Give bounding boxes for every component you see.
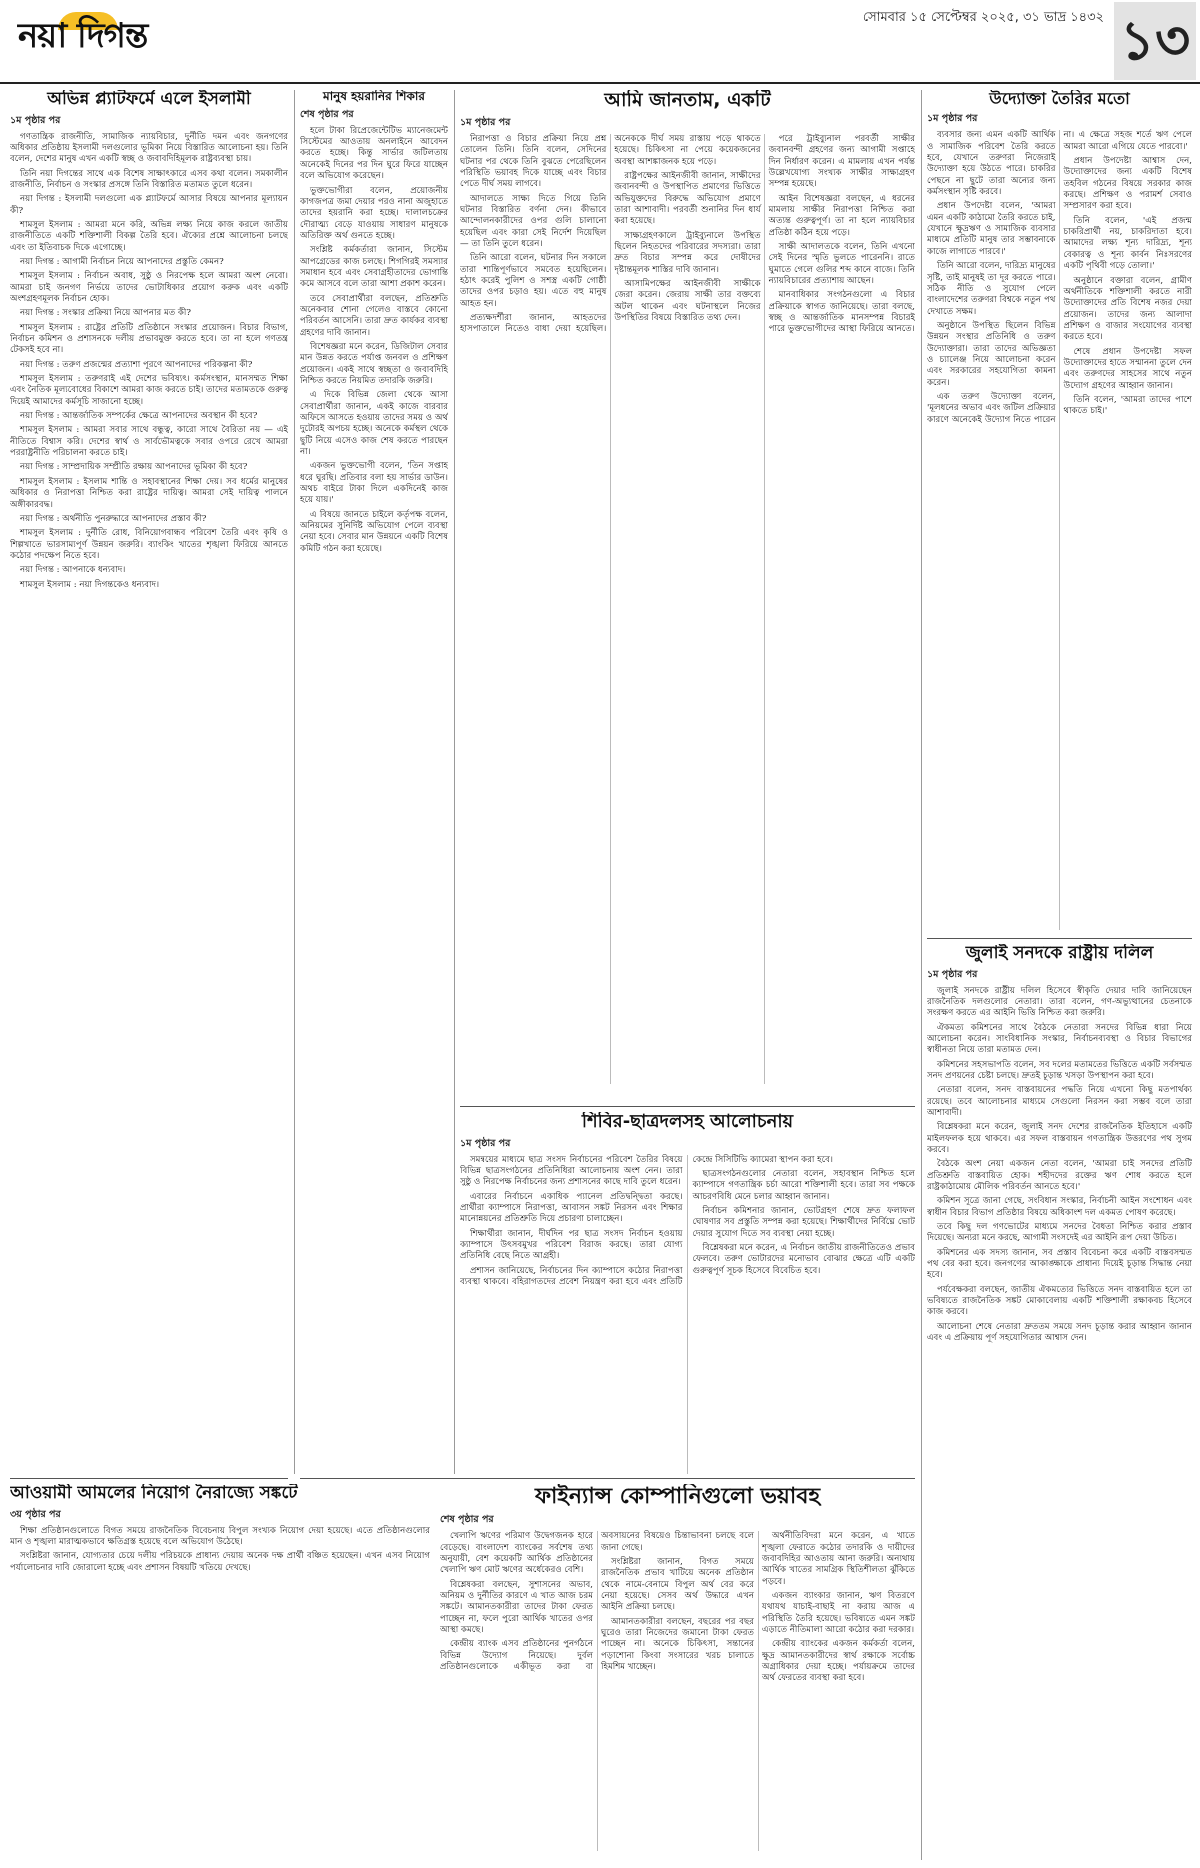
article-awami	[10, 1484, 430, 1860]
paragraph: নয়া দিগন্ত : আপনাকে ধন্যবাদ।	[20, 565, 126, 576]
paragraph: বিশ্লেষকরা বলছেন, সুশাসনের অভাব, অনিয়ম ও দুর্নীতির কারণে এ খাত আজ চরম সঙ্কটে। আমানতকারীরা তাদের টাকা ফেরত পাচ্ছেন না, ফলে পুরো আর্থিক খাতের ওপর আস্থা কমছে।	[440, 1579, 593, 1636]
article-body	[440, 1531, 915, 1851]
paragraph: খেলাপি ঋণের পরিমাণ উদ্বেগজনক হারে বেড়েছে। বাংলাদেশ ব্যাংকের সর্বশেষ তথ্য অনুযায়ী, বেশ কয়েকটি আর্থিক প্রতিষ্ঠানের খেলাপি ঋণ মোট ঋণের অর্ধেকেরও বেশি।	[440, 1531, 593, 1576]
article-headline[interactable]: উদ্যোক্তা তৈরির মতো	[989, 90, 1130, 108]
paragraph: শামসুল ইসলাম : আমরা মনে করি, অভিন্ন লক্ষ্য নিয়ে কাজ করলে জাতীয় রাজনীতিতে একটি শক্তিশালী বিকল্প তৈরি হবে। ঐক্যের প্রশ্নে আলোচনা চলছে এবং তা ইতিবাচক দিকে এগোচ্ছে।	[10, 219, 288, 253]
article-finance	[440, 1484, 915, 1860]
paragraph: কমিশনের সহসভাপতি বলেন, সব দলের মতামতের ভিত্তিতে একটি সর্বসম্মত সনদ প্রণয়নের চেষ্টা চলছে। দ্রুতই চূড়ান্ত খসড়া উপস্থাপন করা হবে।	[927, 1059, 1192, 1081]
paragraph: বিশ্লেষকরা মনে করেন, এ নির্বাচন জাতীয় রাজনীতিতেও প্রভাব ফেলবে। তরুণ ভোটারদের মনোভাব বোঝার ক্ষেত্রে এটি একটি গুরুত্বপূর্ণ সূচক হিসেবে বিবেচিত হবে।	[692, 1243, 915, 1276]
paragraph: নয়া দিগন্ত : আগামী নির্বাচন নিয়ে আপনাদের প্রস্তুতি কেমন?	[20, 256, 224, 267]
masthead	[0, 0, 1200, 84]
paragraph: বিশেষজ্ঞরা মনে করেন, ডিজিটাল সেবার মান উন্নত করতে পর্যাপ্ত জনবল ও প্রশিক্ষণ প্রয়োজন। একই সাথে স্বচ্ছতা ও জবাবদিহি নিশ্চিত করতে নিয়মিত তদারকি জরুরি।	[300, 341, 448, 387]
section-divider	[300, 1478, 915, 1479]
continued-note: ১ম পৃষ্ঠার পর	[10, 114, 61, 126]
paragraph: সাক্ষী আদালতকে বলেন, তিনি এখনো সেই দিনের স্মৃতি ভুলতে পারেননি। রাতে ঘুমাতে গেলে গুলির শব্দ কানে বাজে। তিনি ন্যায়বিচারের প্রত্যাশায় আছেন।	[768, 241, 915, 286]
paragraph: তিনি বলেন, 'আমরা তাদের পাশে থাকতে চাই।'	[1063, 394, 1192, 417]
article-headline[interactable]: জুলাই সনদকে রাষ্ট্রীয় দলিল	[965, 944, 1154, 963]
paragraph: কেন্দ্রীয় ব্যাংক এসব প্রতিষ্ঠানের পুনর্গঠনে বিভিন্ন উদ্যোগ নিয়েছে। দুর্বল প্রতিষ্ঠানগুলোকে একীভূত করা বা অবসায়নের বিষয়েও চিন্তাভাবনা চলছে বলে জানা গেছে।	[440, 1531, 754, 1673]
section-divider	[10, 1478, 288, 1479]
paragraph: জুলাই সনদকে রাষ্ট্রীয় দলিল হিসেবে স্বীকৃতি দেয়ার দাবি জানিয়েছেন রাজনৈতিক দলগুলোর নেতারা। তারা বলেন, গণ-অভ্যুত্থানের চেতনাকে সংরক্ষণ করতে এর আইনি ভিত্তি নিশ্চিত করা জরুরি।	[927, 985, 1192, 1019]
paragraph: তবে সেবাপ্রার্থীরা বলছেন, প্রতিশ্রুতি অনেকবার শোনা গেলেও বাস্তবে কোনো পরিবর্তন আসেনি। তারা দ্রুত কার্যকর ব্যবস্থা গ্রহণের দাবি জানান।	[300, 293, 448, 338]
article-headline[interactable]: আমি জানতাম, একটি	[604, 90, 771, 111]
article-headline[interactable]: ফাইন্যান্স কোম্পানিগুলো ভয়াবহ	[534, 1484, 821, 1509]
paragraph: এ বিষয়ে জানতে চাইলে কর্তৃপক্ষ বলেন, অনিয়মের সুনির্দিষ্ট অভিযোগ পেলে ব্যবস্থা নেয়া হবে। সেবার মান উন্নয়নে একটি বিশেষ কমিটি গঠন করা হয়েছে।	[300, 509, 448, 554]
paragraph: প্রধান উপদেষ্টা আশ্বাস দেন, উদ্যোক্তাদের জন্য একটি বিশেষ তহবিল গঠনের বিষয়ে সরকার কাজ করছে। প্রশিক্ষণ ও পরামর্শ সেবাও সম্প্রসারণ করা হবে।	[1063, 156, 1192, 212]
article-body	[300, 126, 448, 555]
paragraph: পর্যবেক্ষকরা বলছেন, জাতীয় ঐকমত্যের ভিত্তিতে সনদ বাস্তবায়িত হলে তা ভবিষ্যতে রাজনৈতিক সঙ্কট মোকাবেলায় একটি শক্তিশালী রক্ষাকবচ হিসেবে কাজ করবে।	[927, 1284, 1192, 1318]
paragraph: তিনি আরো বলেন, দারিদ্র্য মানুষের সৃষ্টি, তাই মানুষই তা দূর করতে পারে। সঠিক নীতি ও সুযোগ পেলে বাংলাদেশের তরুণরা বিশ্বকে নতুন পথ দেখাতে সক্ষম।	[927, 261, 1056, 317]
paragraph: একজন ভুক্তভোগী বলেন, 'তিন সপ্তাহ ধরে ঘুরছি। প্রতিবার বলা হয় সার্ভার ডাউন। অথচ বাইরে টাকা দিলে একদিনেই কাজ হয়ে যায়।'	[300, 461, 448, 506]
paragraph: আমানতকারীরা বলছেন, বছরের পর বছর ঘুরেও তারা নিজেদের জমানো টাকা ফেরত পাচ্ছেন না। অনেকে চিকিৎসা, সন্তানের পড়াশোনা কিংবা সংসারের খরচ চালাতে হিমশিম খাচ্ছেন।	[601, 1616, 754, 1673]
paragraph: সংশ্লিষ্টরা জানান, যোগ্যতার চেয়ে দলীয় পরিচয়কে প্রাধান্য দেয়ায় অনেক দক্ষ প্রার্থী বঞ্চিত হয়েছেন। এখন এসব নিয়োগ পর্যালোচনার দাবি জোরালো হচ্ছে এবং প্রশাসন বিষয়টি খতিয়ে দেখছে।	[10, 1551, 430, 1573]
column-rule	[454, 90, 455, 1474]
paragraph: শেষে প্রধান উপদেষ্টা সফল উদ্যোক্তাদের হাতে সম্মাননা তুলে দেন এবং তরুণদের সাহসের সাথে নতুন উদ্যোগ গ্রহণের আহ্বান জানান।	[1063, 346, 1192, 391]
paragraph: এবারের নির্বাচনে একাধিক প্যানেল প্রতিদ্বন্দ্বিতা করছে। প্রার্থীরা ক্যাম্পাসে নিরাপত্তা, আবাসন সঙ্কট নিরসন এবং শিক্ষার মানোন্নয়নের প্রতিশ্রুতি দিয়ে প্রচারণা চালাচ্ছেন।	[460, 1191, 683, 1225]
article-body	[927, 986, 1192, 1345]
paragraph: ভুক্তভোগীরা বলেন, প্রয়োজনীয় কাগজপত্র জমা দেয়ার পরও নানা অজুহাতে তাদের হয়রানি করা হচ্ছে। দালালচক্রের দৌরাত্ম্য বেড়ে যাওয়ায় সাধারণ মানুষকে অতিরিক্ত অর্থ গুনতে হচ্ছে।	[300, 185, 448, 241]
section-divider	[460, 1106, 915, 1107]
paragraph: হলে টাকা রিপ্রেজেন্টেটিভ ম্যানেজমেন্ট সিস্টেমের আওতায় অনলাইনে আবেদন করতে হচ্ছে। কিন্তু সার্ভার জটিলতায় অনেকেই দিনের পর দিন ঘুরে ফিরে যাচ্ছেন বলে অভিযোগ করেছেন।	[300, 125, 448, 182]
article-shibir	[460, 1112, 915, 1474]
paragraph: তিনি নয়া দিগন্তের সাথে এক বিশেষ সাক্ষাৎকারে এসব কথা বলেন। সমকালীন রাজনীতি, নির্বাচন ও সংস্কার প্রসঙ্গে তিনি বিস্তারিত মতামত তুলে ধরেন।	[10, 168, 288, 190]
paragraph: আদালতে সাক্ষ্য দিতে গিয়ে তিনি ঘটনার বিস্তারিত বর্ণনা দেন। কীভাবে আন্দোলনকারীদের ওপর গুলি চালানো হয়েছিল এবং কারা সেই নির্দেশ দিয়েছিল — তা তিনি তুলে ধরেন।	[460, 193, 607, 249]
paragraph: নয়া দিগন্ত : সাম্প্রদায়িক সম্প্রীতি রক্ষায় আপনাদের ভূমিকা কী হবে?	[20, 462, 248, 473]
paragraph: অনুষ্ঠানে বক্তারা বলেন, গ্রামীণ অর্থনীতিকে শক্তিশালী করতে নারী উদ্যোক্তাদের প্রতি বিশেষ নজর দেয়া প্রয়োজন। তাদের জন্য আলাদা প্রশিক্ষণ ও বাজার সংযোগের ব্যবস্থা করতে হবে।	[1063, 275, 1192, 343]
continued-note: ১ম পৃষ্ঠার পর	[927, 968, 978, 980]
article-headline[interactable]: শিবির-ছাত্রদলসহ আলোচনায়	[581, 1112, 794, 1132]
paragraph: শামসুল ইসলাম : তরুণরাই এই দেশের ভবিষ্যৎ। কর্মসংস্থান, মানসম্মত শিক্ষা এবং নৈতিক মূল্যবোধের বিকাশে আমরা কাজ করতে চাই। তাদের মতামতকে গুরুত্ব দিয়েই আমাদের কর্মসূচি সাজানো হচ্ছে।	[10, 374, 288, 407]
paragraph: সমন্বয়ের মাধ্যমে ছাত্র সংসদ নির্বাচনের পরিবেশ তৈরির বিষয়ে বিভিন্ন ছাত্রসংগঠনের প্রতিনিধিরা আলোচনায় অংশ নেন। তারা সুষ্ঠু ও নিরপেক্ষ নির্বাচনের জন্য প্রশাসনের কাছে দাবি তুলে ধরেন।	[460, 1154, 683, 1188]
article-manush	[300, 90, 448, 1474]
continued-note: ১ম পৃষ্ঠার পর	[927, 113, 978, 125]
paragraph: রাষ্ট্রপক্ষের আইনজীবী জানান, সাক্ষীদের জবানবন্দী ও উপস্থাপিত প্রমাণের ভিত্তিতে অভিযুক্তদের বিরুদ্ধে অভিযোগ প্রমাণে তারা আশাবাদী। পরবর্তী শুনানির দিন ধার্য করা হয়েছে।	[614, 170, 761, 227]
paragraph: নয়া দিগন্ত : সংস্কার প্রক্রিয়া নিয়ে আপনার মত কী?	[20, 308, 191, 319]
paragraph: তিনি আরো বলেন, ঘটনার দিন সকালে তারা শান্তিপূর্ণভাবে সমবেত হয়েছিলেন। হঠাৎ করেই পুলিশ ও সশস্ত্র একটি গোষ্ঠী তাদের ওপর চড়াও হয়। এতে বহু মানুষ আহত হন।	[460, 253, 607, 309]
column-rule	[921, 90, 922, 1860]
paragraph: প্রশাসন জানিয়েছে, নির্বাচনের দিন ক্যাম্পাসে কঠোর নিরাপত্তা ব্যবস্থা থাকবে। বহিরাগতদের প্রবেশ নিয়ন্ত্রণ করা হবে এবং প্রতিটি কেন্দ্রে সিসিটিভি ক্যামেরা স্থাপন করা হবে।	[460, 1154, 833, 1288]
paragraph: সাক্ষ্যগ্রহণকালে ট্রাইব্যুনালে উপস্থিত ছিলেন নিহতদের পরিবারের সদস্যরা। তারা দ্রুত বিচার সম্পন্ন করে দোষীদের দৃষ্টান্তমূলক শাস্তির দাবি জানান।	[614, 230, 761, 275]
paragraph: নিরাপত্তা ও বিচার প্রক্রিয়া নিয়ে প্রশ্ন তোলেন তিনি। তিনি বলেন, সেদিনের ঘটনার পর থেকে তিনি বুঝতে পেরেছিলেন পরিস্থিতি ভয়াবহ দিকে যাচ্ছে এবং বিচার পেতে দীর্ঘ সময় লাগবে।	[460, 133, 607, 190]
article-islami	[10, 90, 288, 1470]
paragraph: পরে ট্রাইব্যুনাল পরবর্তী সাক্ষীর জবানবন্দী গ্রহণের জন্য আগামী সপ্তাহে দিন নির্ধারণ করেন। এ মামলায় এখন পর্যন্ত উল্লেখযোগ্য সংখ্যক সাক্ষীর সাক্ষ্যগ্রহণ সম্পন্ন হয়েছে।	[768, 133, 915, 190]
paragraph: কমিশনের এক সদস্য জানান, সব প্রস্তাব বিবেচনা করে একটি বাস্তবসম্মত পথ বের করা হবে। জনগণের আকাঙ্ক্ষাকে প্রাধান্য দিয়েই চূড়ান্ত সিদ্ধান্ত নেয়া হবে।	[927, 1247, 1192, 1281]
paragraph: নেতারা বলেন, সনদ বাস্তবায়নের পদ্ধতি নিয়ে এখনো কিছু মতপার্থক্য রয়েছে। তবে আলোচনার মাধ্যমে সেগুলো নিরসন করা সম্ভব বলে তারা আশাবাদী।	[927, 1085, 1192, 1118]
paragraph: নির্বাচন কমিশনার জানান, ভোটগ্রহণ শেষে দ্রুত ফলাফল ঘোষণার সব প্রস্তুতি সম্পন্ন করা হয়েছে। শিক্ষার্থীদের নির্বিঘ্নে ভোট দেয়ার সুযোগ দিতে সব ব্যবস্থা নেয়া হচ্ছে।	[692, 1206, 915, 1239]
dateline: সোমবার ১৫ সেপ্টেম্বর ২০২৫, ৩১ ভাদ্র ১৪৩২	[862, 10, 1104, 25]
paragraph: নয়া দিগন্ত : অর্থনীতি পুনরুদ্ধারে আপনাদের প্রস্তাব কী?	[20, 513, 207, 524]
article-body	[10, 132, 288, 591]
paragraph: শামসুল ইসলাম : নয়া দিগন্তকেও ধন্যবাদ।	[20, 579, 160, 590]
article-july	[927, 944, 1192, 1860]
paragraph: বিশ্লেষকরা মনে করেন, জুলাই সনদ দেশের রাজনৈতিক ইতিহাসে একটি মাইলফলক হয়ে থাকবে। এর সফল বাস্তবায়ন গণতান্ত্রিক উত্তরণের পথ সুগম করবে।	[927, 1122, 1192, 1156]
paragraph: শামসুল ইসলাম : ইসলাম শান্তি ও সহাবস্থানের শিক্ষা দেয়। সব ধর্মের মানুষের অধিকার ও নিরাপত্তা নিশ্চিত করা রাষ্ট্রের দায়িত্ব। আমরা সেই দায়িত্ব পালনে অঙ্গীকারবদ্ধ।	[10, 476, 288, 510]
article-headline[interactable]: মানুষ হয়রানির শিকার	[323, 90, 425, 103]
article-body	[460, 134, 915, 1084]
paragraph: ছাত্রসংগঠনগুলোর নেতারা বলেন, সহাবস্থান নিশ্চিত হলে ক্যাম্পাসে গণতান্ত্রিক চর্চা আরো শক্তিশালী হবে। তারা সব পক্ষকে আচরণবিধি মেনে চলার আহ্বান জানান।	[692, 1169, 915, 1202]
continued-note: ১ম পৃষ্ঠার পর	[460, 116, 511, 128]
article-body	[460, 1155, 915, 1474]
article-headline[interactable]: অভিন্ন প্ল্যাটফর্মে এলে ইসলামী	[47, 90, 251, 109]
paragraph: প্রধান উপদেষ্টা বলেন, 'আমরা এমন একটি কাঠামো তৈরি করতে চাই, যেখানে ক্ষুদ্রঋণ ও সামাজিক ব্যবসার মাধ্যমে প্রতিটি মানুষ তার সম্ভাবনাকে কাজে লাগাতে পারবে।'	[927, 201, 1056, 257]
newspaper-logo[interactable]: নয়া দিগন্ত	[18, 10, 147, 67]
paragraph: শামসুল ইসলাম : দুর্নীতি রোধ, বিনিয়োগবান্ধব পরিবেশ তৈরি এবং কৃষি ও শিল্পখাতে ভারসাম্যপূর্ণ উন্নয়ন জরুরি। ব্যাংকিং খাতের শৃঙ্খলা ফিরিয়ে আনতে কঠোর পদক্ষেপ নিতে হবে।	[10, 528, 288, 561]
paragraph: শামসুল ইসলাম : রাষ্ট্রের প্রতিটি প্রতিষ্ঠানে সংস্কার প্রয়োজন। বিচার বিভাগ, নির্বাচন কমিশন ও প্রশাসনকে দলীয় প্রভাবমুক্ত করতে হবে। তা না হলে গণতন্ত্র টেকসই হবে না।	[10, 322, 288, 356]
section-divider	[927, 938, 1192, 939]
paragraph: শামসুল ইসলাম : আমরা সবার সাথে বন্ধুত্ব, কারো সাথে বৈরিতা নয় — এই নীতিতে বিশ্বাস করি। দেশের স্বার্থ ও সার্বভৌমত্বকে সবার ওপরে রেখে আমরা পররাষ্ট্রনীতি পরিচালনা করতে চাই।	[10, 425, 288, 459]
continued-note: ৩য় পৃষ্ঠার পর	[10, 1508, 61, 1520]
paragraph: এক তরুণ উদ্যোক্তা বলেন, 'মূলধনের অভাব এবং জটিল প্রক্রিয়ার কারণে অনেকেই উদ্যোগ নিতে পারেন না। এ ক্ষেত্রে সহজ শর্তে ঋণ পেলে আমরা আরো এগিয়ে যেতে পারবো।'	[927, 130, 1192, 425]
column-rule	[294, 90, 295, 1474]
paragraph: আলোচনা শেষে নেতারা দ্রুততম সময়ে সনদ চূড়ান্ত করার আহ্বান জানান এবং এ প্রক্রিয়ায় পূর্ণ সহযোগিতার আশ্বাস দেন।	[927, 1321, 1192, 1344]
paragraph: অর্থনীতিবিদরা মনে করেন, এ খাতে শৃঙ্খলা ফেরাতে কঠোর তদারকি ও দায়ীদের জবাবদিহির আওতায় আনা জরুরি। অন্যথায় আর্থিক খাতের সামগ্রিক স্থিতিশীলতা ঝুঁকিতে পড়বে।	[762, 1531, 915, 1587]
paragraph: সংশ্লিষ্টরা জানান, বিগত সময়ে রাজনৈতিক প্রভাব খাটিয়ে অনেক প্রতিষ্ঠান থেকে নামে-বেনামে বিপুল অর্থ বের করে নেয়া হয়েছে। সেসব অর্থ উদ্ধারে এখন আইনি প্রক্রিয়া চলছে।	[601, 1556, 754, 1613]
article-body	[10, 1526, 430, 1574]
paragraph: বৈঠকে অংশ নেয়া একজন নেতা বলেন, 'আমরা চাই সনদের প্রতিটি প্রতিশ্রুতি বাস্তবায়িত হোক। শহীদদের রক্তের ঋণ শোধ করতে হলে রাষ্ট্রকাঠামোয় মৌলিক পরিবর্তন আনতে হবে।'	[927, 1159, 1192, 1193]
paragraph: ঐকমত্য কমিশনের সাথে বৈঠকে নেতারা সনদের বিভিন্ন ধারা নিয়ে আলোচনা করেন। সাংবিধানিক সংস্কার, নির্বাচনব্যবস্থা ও বিচার বিভাগের স্বাধীনতা নিয়ে তারা মতামত দেন।	[927, 1022, 1192, 1056]
paragraph: মানবাধিকার সংগঠনগুলো এ বিচার প্রক্রিয়াকে স্বাগত জানিয়েছে। তারা বলছে, স্বচ্ছ ও আন্তর্জাতিক মানসম্পন্ন বিচারই পারে ভুক্তভোগীদের আস্থা ফিরিয়ে আনতে।	[768, 290, 915, 335]
article-uddokta	[927, 90, 1192, 930]
paragraph: কেন্দ্রীয় ব্যাংকের একজন কর্মকর্তা বলেন, ক্ষুদ্র আমানতকারীদের স্বার্থ রক্ষাকে সর্বোচ্চ অগ্রাধিকার দেয়া হচ্ছে। পর্যায়ক্রমে তাদের অর্থ ফেরতের ব্যবস্থা করা হবে।	[762, 1639, 915, 1684]
paragraph: তবে কিছু দল গণভোটের মাধ্যমে সনদের বৈধতা নিশ্চিত করার প্রস্তাব দিয়েছে। অন্যরা মনে করছে, আগামী সংসদেই এর আইনি রূপ দেয়া উচিত।	[927, 1222, 1192, 1244]
paragraph: নয়া দিগন্ত : আন্তর্জাতিক সম্পর্কের ক্ষেত্রে আপনাদের অবস্থান কী হবে?	[20, 411, 258, 422]
paragraph: নয়া দিগন্ত : ইসলামী দলগুলো এক প্ল্যাটফর্মে আসার বিষয়ে আপনার মূল্যায়ন কী?	[10, 194, 288, 216]
paragraph: গণতান্ত্রিক রাজনীতি, সামাজিক ন্যায়বিচার, দুর্নীতি দমন এবং জনগণের অধিকার প্রতিষ্ঠায় ইসলামী দলগুলোর ভূমিকা নিয়ে বিস্তারিত আলোচনা হয়। তিনি বলেন, দেশের মানুষ এখন একটি স্বচ্ছ ও জবাবদিহিমূলক রাষ্ট্রব্যবস্থা চায়।	[10, 131, 288, 165]
paragraph: সংশ্লিষ্ট কর্মকর্তারা জানান, সিস্টেম আপগ্রেডের কাজ চলছে। শিগগিরই সমস্যার সমাধান হবে এবং সেবাগ্রহীতাদের ভোগান্তি কমে আসবে বলে তারা আশা প্রকাশ করেন।	[300, 245, 448, 290]
article-body	[927, 130, 1192, 930]
paragraph: শিক্ষা প্রতিষ্ঠানগুলোতে বিগত সময়ে রাজনৈতিক বিবেচনায় বিপুল সংখ্যক নিয়োগ দেয়া হয়েছে। এতে প্রতিষ্ঠানগুলোর মান ও শৃঙ্খলা মারাত্মকভাবে ক্ষতিগ্রস্ত হয়েছে বলে অভিযোগ উঠেছে।	[10, 1525, 430, 1547]
paragraph: এ দিকে বিভিন্ন জেলা থেকে আসা সেবাপ্রার্থীরা জানান, একই কাজে বারবার অফিসে আসতে হওয়ায় তাদের সময় ও অর্থ দুটোরই অপচয় হচ্ছে। অনেকে কর্মস্থল থেকে ছুটি নিয়ে এসেও কাজ শেষ করতে পারছেন না।	[300, 390, 448, 458]
paragraph: প্রত্যক্ষদর্শীরা জানান, আহতদের হাসপাতালে নিতেও বাধা দেয়া হয়েছিল। অনেককে দীর্ঘ সময় রাস্তায় পড়ে থাকতে হয়েছে। চিকিৎসা না পেয়ে কয়েকজনের অবস্থা আশঙ্কাজনক হয়ে পড়ে।	[460, 133, 761, 335]
paragraph: কমিশন সূত্রে জানা গেছে, সংবিধান সংস্কার, নির্বাচনী আইন সংশোধন এবং স্বাধীন বিচার বিভাগ প্রতিষ্ঠার বিষয়ে অধিকাংশ দল একমত পোষণ করেছে।	[927, 1196, 1192, 1218]
paragraph: তিনি বলেন, 'এই প্রজন্ম চাকরিপ্রার্থী নয়, চাকরিদাতা হবে। আমাদের লক্ষ্য শূন্য দারিদ্র্য, শূন্য বেকারত্ব ও শূন্য কার্বন নিঃসরণের একটি পৃথিবী গড়ে তোলা।'	[1063, 215, 1192, 272]
continued-note: শেষ পৃষ্ঠার পর	[300, 108, 354, 120]
paragraph: শামসুল ইসলাম : নির্বাচন অবাধ, সুষ্ঠু ও নিরপেক্ষ হলে আমরা অংশ নেবো। আমরা চাই জনগণ নির্ভয়ে তাদের ভোটাধিকার প্রয়োগ করুক এবং একটি অংশগ্রহণমূলক নির্বাচন হোক।	[10, 271, 288, 305]
paragraph: অনুষ্ঠানে উপস্থিত ছিলেন বিভিন্ন উন্নয়ন সংস্থার প্রতিনিধি ও তরুণ উদ্যোক্তারা। তারা তাদের অভিজ্ঞতা ও চ্যালেঞ্জ নিয়ে আলোচনা করেন এবং সরকারের সহযোগিতা কামনা করেন।	[927, 320, 1056, 388]
paragraph: শিক্ষার্থীরা জানান, দীর্ঘদিন পর ছাত্র সংসদ নির্বাচন হওয়ায় ক্যাম্পাসে উৎসবমুখর পরিবেশ বিরাজ করছে। তারা যোগ্য প্রতিনিধি বেছে নিতে আগ্রহী।	[460, 1228, 683, 1262]
page-number: ১৩	[1114, 2, 1196, 80]
paragraph: নয়া দিগন্ত : তরুণ প্রজন্মের প্রত্যাশা পূরণে আপনাদের পরিকল্পনা কী?	[20, 359, 253, 370]
article-ami	[460, 90, 915, 1090]
continued-note: শেষ পৃষ্ঠার পর	[440, 1514, 494, 1526]
paragraph: আইন বিশেষজ্ঞরা বলছেন, এ ধরনের মামলায় সাক্ষীর নিরাপত্তা নিশ্চিত করা অত্যন্ত গুরুত্বপূর্ণ। তা না হলে ন্যায়বিচার প্রতিষ্ঠা কঠিন হয়ে পড়ে।	[768, 193, 915, 238]
continued-note: ১ম পৃষ্ঠার পর	[460, 1137, 511, 1149]
paragraph: আসামিপক্ষের আইনজীবী সাক্ষীকে জেরা করেন। জেরায় সাক্ষী তার বক্তব্যে অটল থাকেন এবং ঘটনাস্থলে নিজের উপস্থিতির বিষয়ে বিস্তারিত তথ্য দেন।	[614, 278, 761, 323]
paragraph: একজন ব্যাংকার জানান, ঋণ বিতরণে যথাযথ যাচাই-বাছাই না করায় আজ এ পরিস্থিতি তৈরি হয়েছে। ভবিষ্যতে এমন সঙ্কট এড়াতে নীতিমালা আরো কঠোর করা দরকার।	[762, 1591, 915, 1636]
paragraph: ব্যবসার জন্য এমন একটি আর্থিক ও সামাজিক পরিবেশ তৈরি করতে হবে, যেখানে তরুণরা নিজেরাই উদ্যোক্তা হয়ে উঠতে পারে। চাকরির পেছনে না ছুটে তারা অন্যের জন্য কর্মসংস্থান সৃষ্টি করবে।	[927, 130, 1056, 198]
article-headline[interactable]: আওয়ামী আমলের নিয়োগ নৈরাজ্যে সঙ্কটে	[10, 1484, 298, 1503]
